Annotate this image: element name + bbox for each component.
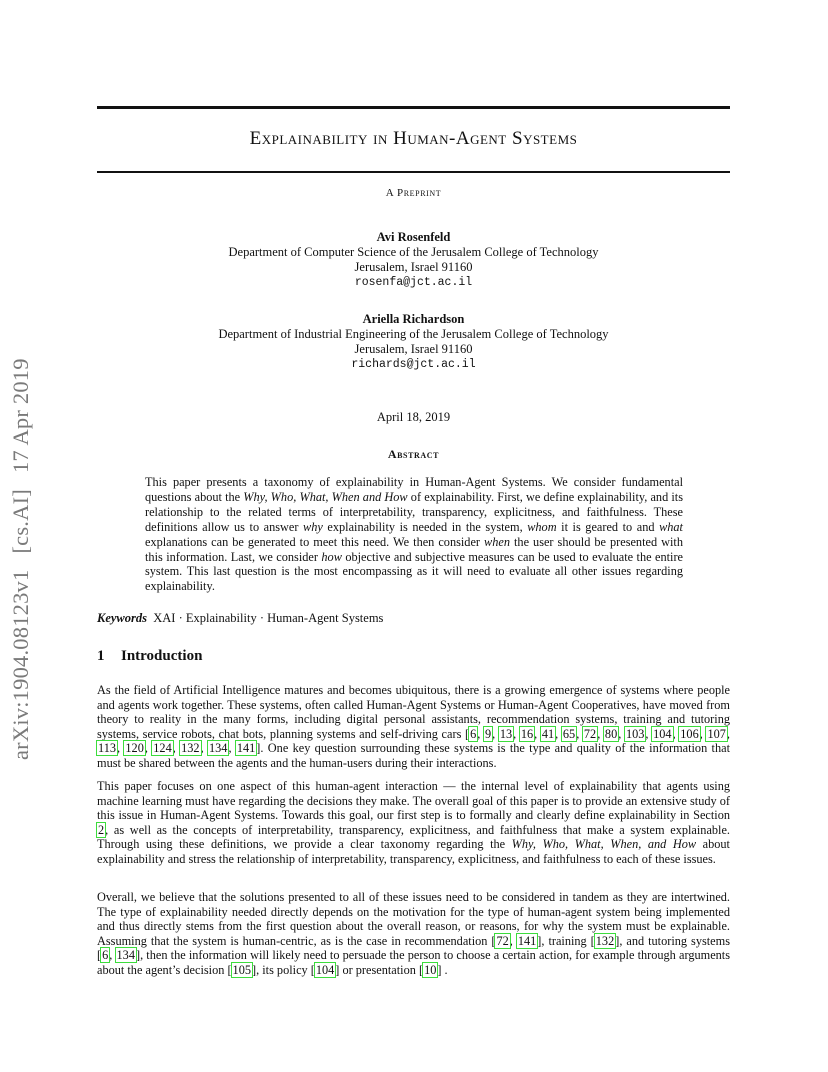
citation-link[interactable]: 6 bbox=[470, 726, 477, 741]
section-title: Introduction bbox=[121, 648, 203, 664]
keywords-text: XAI · Explainability · Human-Agent Systems bbox=[153, 611, 384, 625]
section-reference-link[interactable]: 2 bbox=[98, 822, 105, 837]
section-number: 1 bbox=[97, 648, 105, 664]
author-block-1 bbox=[97, 230, 730, 290]
author-email[interactable]: rosenfa@jct.ac.il bbox=[354, 276, 473, 289]
arxiv-identifier bbox=[8, 290, 48, 760]
author-location: Jerusalem, Israel 91160 bbox=[354, 342, 473, 356]
author-location: Jerusalem, Israel 91160 bbox=[354, 260, 473, 274]
citation-link[interactable]: 104 bbox=[315, 962, 335, 977]
arxiv-id: arXiv:1904.08123v1 bbox=[8, 569, 33, 760]
author-affiliation: Department of Industrial Engineering of the Jerusalem College of Technology bbox=[218, 327, 609, 341]
citation-link[interactable]: 16 bbox=[520, 726, 534, 741]
citation-link[interactable]: 9 bbox=[484, 726, 492, 741]
section-heading bbox=[97, 648, 202, 665]
citation-link[interactable]: 105 bbox=[232, 962, 251, 977]
abstract-heading: Abstract bbox=[387, 447, 440, 461]
abstract-text: This paper presents a taxonomy of explainability in Human-Agent Systems. We consider fundamental questions about the Why, Who, What, When and How of explainability. First, we define explainability, and its relationship to the related terms of interpretability, transparency, explicitness, and faithfulness. These definitions allow us to answer why explainability is needed in the system, whom it is geared to and what explanations can be generated to meet this need. We then consider when the user should be presented with this information. Last, we consider how objective and subjective measures can be used to evaluate the entire system. This last question is the most encompassing as it will need to evaluate all other issues regarding explainability. bbox=[145, 475, 684, 594]
citation-link[interactable]: 120 bbox=[125, 741, 144, 756]
keywords-label: Keywords bbox=[97, 611, 147, 625]
citation-link[interactable]: 134 bbox=[208, 741, 228, 756]
author-block-2 bbox=[97, 312, 730, 372]
author-name: Ariella Richardson bbox=[362, 312, 465, 326]
author-name: Avi Rosenfeld bbox=[376, 230, 451, 244]
citation-link[interactable]: 65 bbox=[562, 726, 576, 741]
citation-link[interactable]: 141 bbox=[236, 741, 256, 756]
intro-paragraph-3: Overall, we believe that the solutions presented to all of these issues need to be considered in tandem as they are intertwined. The type of explainability needed directly depends on the motivation for the type of human-agent system being implemented and thus directly stems from the first question about the overall reason, or reasons, for why the system must be explainable. Assuming that the system is human-centric, as is the case in recommendation [72, 141], training [132], and tutoring systems [6, 134], then the information will likely need to persuade the person to choose a certain action, for example through arguments about the agent’s decision [105], its policy [104] or presentation [10] . bbox=[97, 890, 730, 977]
citation-link[interactable]: 104 bbox=[653, 726, 672, 741]
arxiv-category: [cs.AI] bbox=[8, 489, 33, 554]
citation-link[interactable]: 13 bbox=[499, 726, 513, 741]
author-affiliation: Department of Computer Science of the Jerusalem College of Technology bbox=[228, 245, 599, 259]
paper-date: April 18, 2019 bbox=[376, 410, 451, 424]
citation-link[interactable]: 124 bbox=[153, 741, 172, 756]
citation-link[interactable]: 6 bbox=[102, 948, 109, 963]
citation-link[interactable]: 113 bbox=[98, 741, 116, 756]
intro-paragraph-2: This paper focuses on one aspect of this human-agent interaction — the internal level of explainability that agents using machine learning must have regarding the decisions they make. The overall goal of this paper is to provide an extensive study of this issue in Human-Agent Systems. Towards this goal, our first step is to formally and clearly define explainability in Section 2, as well as the concepts of interpretability, transparency, explicitness, and faithfulness that make a system explainable. Through using these definitions, we provide a clear taxonomy regarding the Why, Who, What, When, and How about explainability and stress the relationship of interpretability, transparency, explicitness, and faithfulness to each of these issues. bbox=[97, 779, 730, 866]
keywords-line bbox=[97, 611, 383, 626]
citation-link[interactable]: 72 bbox=[496, 933, 509, 948]
citation-link[interactable]: 103 bbox=[625, 726, 645, 741]
title-rule-bottom bbox=[97, 171, 730, 173]
citation-link[interactable]: 106 bbox=[680, 726, 699, 741]
citation-link[interactable]: 132 bbox=[181, 741, 200, 756]
preprint-label: A Preprint bbox=[385, 187, 442, 199]
citation-link[interactable]: 41 bbox=[541, 726, 555, 741]
intro-paragraph-1: As the field of Artificial Intelligence matures and becomes ubiquitous, there is a growing emergence of systems where people and agents work together. These systems, often called Human-Agent Systems or Human-Agent Cooperatives, have moved from theory to reality in the many forms, including digital personal assistants, recommendation systems, training and tutoring systems, service robots, chat bots, planning systems and self-driving cars [6, 9, 13, 16, 41, 65, 72, 80, 103, 104, 106, 107, 113, 120, 124, 132, 134, 141]. One key question surrounding these systems is the type and quality of the information that must be shared between the agents and the human-users during their interactions. bbox=[97, 683, 730, 770]
citation-link[interactable]: 141 bbox=[517, 933, 537, 948]
paper-title: Explainability in Human-Agent Systems bbox=[249, 128, 578, 149]
arxiv-date: 17 Apr 2019 bbox=[8, 358, 33, 474]
citation-link[interactable]: 134 bbox=[116, 948, 135, 963]
author-email[interactable]: richards@jct.ac.il bbox=[351, 358, 476, 371]
citation-link[interactable]: 72 bbox=[583, 726, 597, 741]
citation-link[interactable]: 107 bbox=[707, 726, 726, 741]
citation-link[interactable]: 132 bbox=[595, 933, 615, 948]
title-rule-top bbox=[97, 106, 730, 109]
citation-link[interactable]: 10 bbox=[424, 962, 437, 977]
citation-link[interactable]: 80 bbox=[604, 726, 618, 741]
